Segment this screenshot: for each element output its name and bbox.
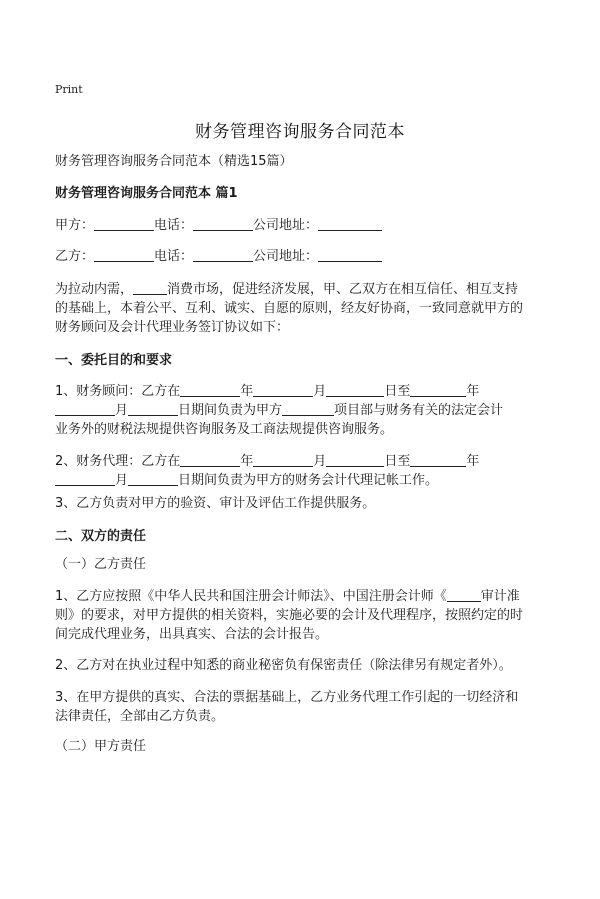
item-2-text: 年: [466, 454, 480, 469]
item-2-text: 月: [115, 473, 129, 488]
item-1-text: 日期间负责为甲方: [178, 403, 283, 418]
intro-line-2: 的基础上，本着公平、互利、诚实、自愿的原则，经友好协商，一致同意就甲方的: [55, 301, 524, 316]
heading-2: 二、双方的责任: [55, 529, 147, 544]
date-blank: [55, 471, 115, 486]
item-2-text: 日至: [384, 454, 411, 469]
resp-1-line-3: 间完成代理业务，出具真实、合法的会计报告。: [55, 627, 329, 642]
intro-text: 为拉动内需，: [55, 282, 134, 297]
project-blank: [282, 401, 334, 416]
sub-heading-1: （一）乙方责任: [55, 557, 147, 572]
item-3: 3、乙方负责对甲方的验资、审计及评估工作提供服务。: [55, 496, 376, 511]
party-a-address-label: 公司地址：: [253, 218, 319, 233]
resp-1-line-2: 则》的要求，对甲方提供的相关资料，实施必要的会计及代理程序，按照约定的时: [55, 608, 524, 623]
heading-1: 一、委托目的和要求: [55, 353, 173, 368]
item-1-text: 月: [313, 384, 327, 399]
sub-heading-2: （二）甲方责任: [55, 739, 147, 754]
party-a-row: [55, 216, 555, 236]
party-a-name-blank: [94, 216, 154, 231]
item-2-text: 月: [313, 454, 327, 469]
item-1-text: 年: [466, 384, 480, 399]
party-b-row: [55, 247, 555, 267]
date-blank: [128, 401, 178, 416]
party-a-phone-label: 电话：: [154, 218, 194, 233]
section-title: 财务管理咨询服务合同范本 篇1: [55, 186, 238, 201]
intro-blank: [133, 280, 167, 295]
resp-1-line-1: [55, 587, 555, 607]
intro-text: 消费市场，促进经济发展，甲、乙双方在相互信任、相互支持: [167, 282, 519, 297]
date-blank: [253, 382, 313, 397]
date-blank: [410, 382, 466, 397]
item-1-line-1: [55, 382, 555, 402]
item-2-line-1: [55, 452, 555, 472]
date-blank: [128, 471, 178, 486]
document-subtitle: 财务管理咨询服务合同范本（精选15篇）: [55, 154, 293, 169]
intro-line-1: [55, 280, 555, 300]
print-link[interactable]: Print: [55, 83, 83, 96]
resp-1-text: 1、乙方应按照《中华人民共和国注册会计师法》、中国注册会计师《: [55, 589, 447, 604]
item-1-text: 1、财务顾问：乙方在: [55, 384, 181, 399]
party-b-label: 乙方：: [55, 249, 95, 264]
date-blank: [180, 452, 240, 467]
party-a-address-blank: [318, 216, 382, 231]
party-b-name-blank: [94, 247, 154, 262]
item-1-line-3: 业务外的财税法规提供咨询服务及工商法规提供咨询服务。: [55, 422, 394, 437]
resp-1-text: 审计准: [480, 589, 520, 604]
date-blank: [253, 452, 313, 467]
date-blank: [180, 382, 240, 397]
item-1-text: 项目部与财务有关的法定会计: [334, 403, 504, 418]
item-2-line-2: [55, 471, 555, 491]
party-b-phone-label: 电话：: [154, 249, 194, 264]
item-1-line-2: [55, 401, 555, 421]
date-blank: [55, 401, 115, 416]
item-1-text: 年: [240, 384, 254, 399]
resp-3-line-2: 法律责任，全部由乙方负责。: [55, 709, 225, 724]
date-blank: [326, 452, 384, 467]
party-a-phone-blank: [193, 216, 253, 231]
party-b-phone-blank: [193, 247, 253, 262]
item-1-text: 月: [115, 403, 129, 418]
date-blank: [326, 382, 384, 397]
item-2-text: 日期间负责为甲方的财务会计代理记帐工作。: [178, 473, 439, 488]
party-a-label: 甲方：: [55, 218, 95, 233]
date-blank: [410, 452, 466, 467]
document-title: 财务管理咨询服务合同范本: [195, 122, 405, 142]
item-2-text: 年: [240, 454, 254, 469]
item-1-text: 日至: [384, 384, 411, 399]
resp-2: 2、乙方对在执业过程中知悉的商业秘密负有保密责任（除法律另有规定者外）。: [55, 658, 512, 673]
party-b-address-label: 公司地址：: [253, 249, 319, 264]
resp-3-line-1: 3、在甲方提供的真实、合法的票据基础上，乙方业务代理工作引起的一切经济和: [55, 690, 519, 705]
item-2-text: 2、财务代理：乙方在: [55, 454, 181, 469]
intro-line-3: 财务顾问及会计代理业务签订协议如下：: [55, 320, 290, 335]
party-b-address-blank: [318, 247, 382, 262]
standard-blank: [447, 587, 481, 602]
